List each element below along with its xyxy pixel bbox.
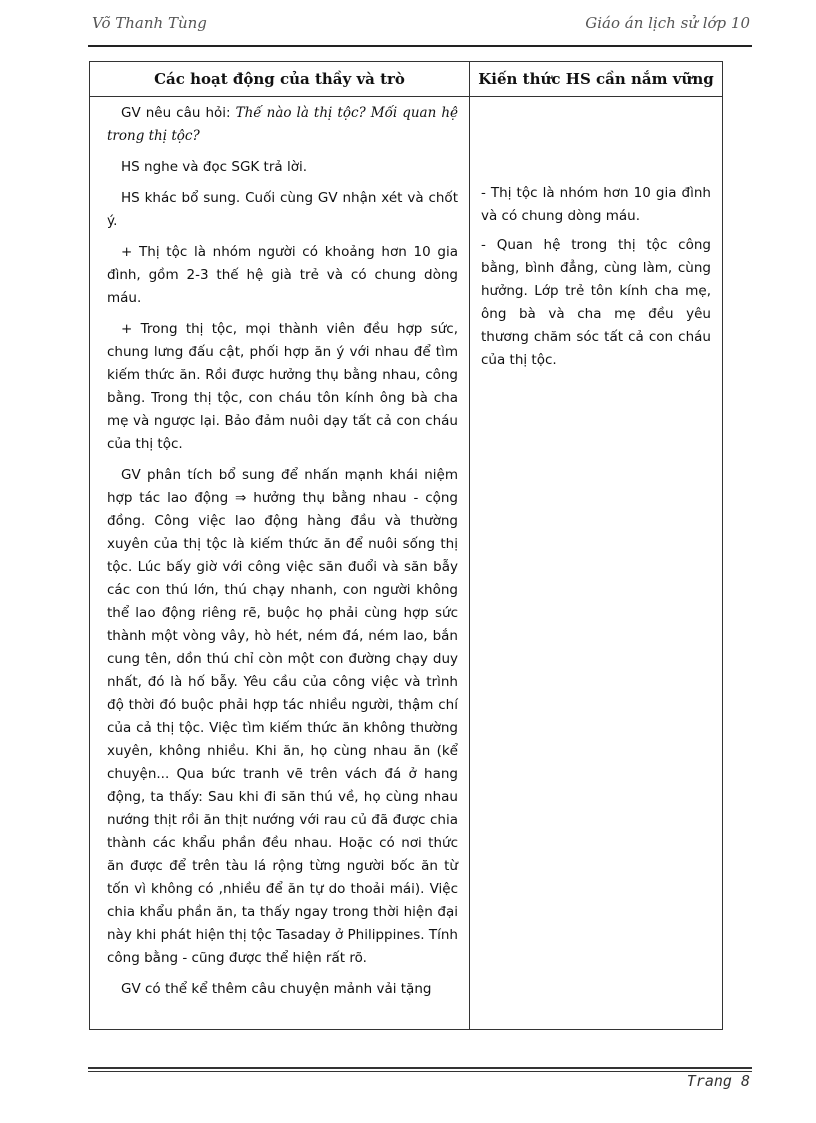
activity-paragraph: + Thị tộc là nhóm người có khoảng hơn 10 gia đình, gồm 2-3 thế hệ già trẻ và có chung dòng máu. xyxy=(107,244,458,306)
question-text: Thế nào là thị tộc? Mối quan hệ trong thị tộc? xyxy=(107,105,459,144)
table-row xyxy=(90,97,723,1030)
question-paragraph xyxy=(107,102,458,148)
footer-divider xyxy=(88,1067,752,1069)
lesson-table xyxy=(89,61,723,1030)
footer-divider-thin xyxy=(88,1071,752,1072)
activity-paragraph: GV phân tích bổ sung để nhấn mạnh khái niệm hợp tác lao động ⇒ hưởng thụ bằng nhau - cộng đồng. Công việc lao động hàng đầu và thường xuyên của thị tộc là kiếm thức ăn để nuôi sống thị tộc. Lúc bấy giờ với công việc săn đuổi và săn bẫy các con thú lớn, thú chạy nhanh, con người không thể lao động riêng rẽ, buộc họ phải cùng hợp sức thành một vòng vây, hò hét, ném đá, ném lao, bắn cung tên, dồn thú chỉ còn một con đường chạy duy nhất, đó là hố bẫy. Yêu cầu của công việc và trình độ thời đó buộc phải hợp tác nhiều người, thậm chí của cả thị tộc. Việc tìm kiếm thức ăn không thường xuyên, không nhiều. Khi ăn, họ cùng nhau ăn (kể chuyện... Qua bức tranh vẽ trên vách đá ở hang động, ta thấy: Sau khi đi săn thú về, họ cùng nhau nướng thịt rồi ăn thịt nướng với rau củ đã được chia thành các khẩu phần đều nhau. Hoặc có nơi thức ăn được để trên tàu lá rộng từng người bốc ăn từ tốn vì không có ,nhiều để ăn tự do thoải mái). Việc chia khẩu phần ăn, ta thấy ngay trong thời hiện đại này khi phát hiện thị tộc Tasaday ở Philippines. Tính công bằng - cũng được thể hiện rất rõ. xyxy=(107,467,458,966)
activities-cell xyxy=(90,97,470,1030)
page-number: Trang 8 xyxy=(686,1072,750,1090)
activity-paragraph: GV có thể kể thêm câu chuyện mảnh vải tặng xyxy=(121,981,432,997)
document-subject: Giáo án lịch sử lớp 10 xyxy=(585,14,750,32)
knowledge-cell xyxy=(470,97,723,1030)
question-prefix: GV nêu câu hỏi: xyxy=(121,105,236,121)
col-activities-header: Các hoạt động của thầy và trò xyxy=(90,62,470,97)
knowledge-paragraph: - Thị tộc là nhóm hơn 10 gia đình và có chung dòng máu. xyxy=(481,185,711,224)
page-header xyxy=(92,14,750,44)
col-knowledge-header: Kiến thức HS cần nắm vững xyxy=(470,62,723,97)
header-divider xyxy=(88,45,752,47)
activity-paragraph: HS nghe và đọc SGK trả lời. xyxy=(121,159,308,175)
activity-paragraph: + Trong thị tộc, mọi thành viên đều hợp sức, chung lưng đấu cật, phối hợp ăn ý với nhau để tìm kiếm thức ăn. Rồi được hưởng thụ bằng nhau, công bằng. Trong thị tộc, con cháu tôn kính ông bà cha mẹ và ngược lại. Bảo đảm nuôi dạy tất cả con cháu của thị tộc. xyxy=(107,321,458,452)
author-name: Võ Thanh Tùng xyxy=(92,14,207,32)
knowledge-paragraph: - Quan hệ trong thị tộc công bằng, bình đẳng, cùng làm, cùng hưởng. Lớp trẻ tôn kính cha mẹ, ông bà và cha mẹ đều yêu thương chăm sóc tất cả con cháu của thị tộc. xyxy=(481,237,711,368)
activity-paragraph: HS khác bổ sung. Cuối cùng GV nhận xét và chốt ý. xyxy=(107,190,458,229)
table-header-row xyxy=(90,62,723,97)
